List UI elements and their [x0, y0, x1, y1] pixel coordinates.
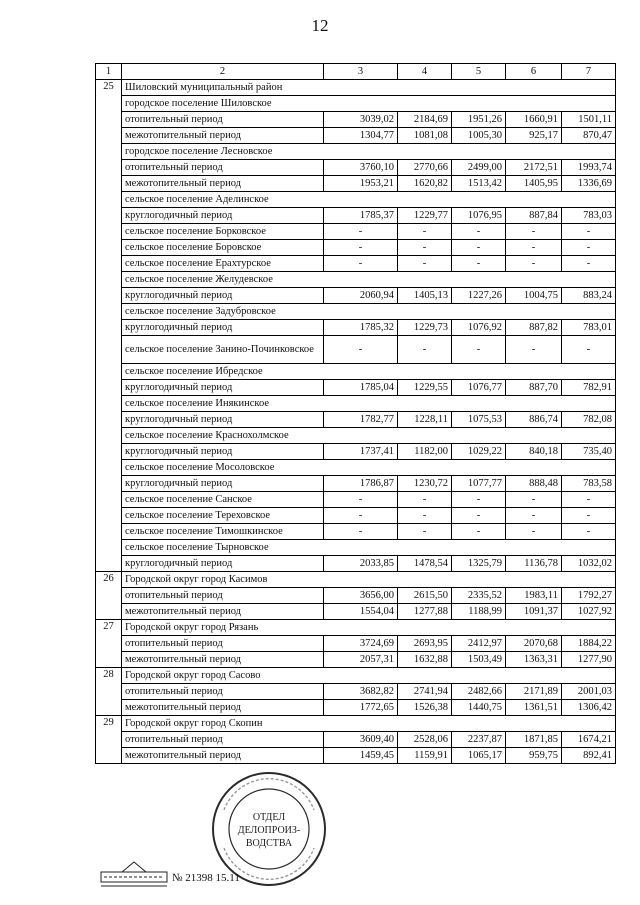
period-label-cell: сельское поселение Ерахтурское	[122, 256, 324, 272]
group-title-cell: Городской округ город Рязань	[122, 620, 616, 636]
value-cell: 2499,00	[452, 160, 506, 176]
value-cell: 887,84	[506, 208, 562, 224]
value-cell: 1782,77	[324, 412, 398, 428]
header-cell: 2	[122, 64, 324, 80]
value-cell: -	[324, 492, 398, 508]
value-cell: 3760,10	[324, 160, 398, 176]
stamp-line: ДЕЛОПРОИЗ-	[237, 825, 301, 836]
value-cell: 735,40	[562, 444, 616, 460]
settlement-row	[96, 96, 616, 112]
page-number: 12	[311, 16, 329, 35]
value-cell: -	[398, 508, 452, 524]
value-cell: 1188,99	[452, 604, 506, 620]
group-title-row	[96, 620, 616, 636]
value-cell: 2770,66	[398, 160, 452, 176]
settlement-name-cell: сельское поселение Желудевское	[122, 272, 616, 288]
value-cell: -	[398, 524, 452, 540]
value-cell: 1405,95	[506, 176, 562, 192]
value-cell: 1076,92	[452, 320, 506, 336]
value-cell: 1953,21	[324, 176, 398, 192]
period-label-cell: отопительный период	[122, 732, 324, 748]
settlement-name-cell: городское поселение Шиловское	[122, 96, 616, 112]
settlement-name-cell: сельское поселение Инякинское	[122, 396, 616, 412]
settlement-row	[96, 540, 616, 556]
value-cell: -	[506, 492, 562, 508]
value-cell: 1620,82	[398, 176, 452, 192]
value-cell: 2615,50	[398, 588, 452, 604]
value-cell: 886,74	[506, 412, 562, 428]
value-cell: 1029,22	[452, 444, 506, 460]
period-label-cell: круглогодичный период	[122, 208, 324, 224]
value-cell: 1277,90	[562, 652, 616, 668]
value-cell: 1361,51	[506, 700, 562, 716]
value-cell: 1229,77	[398, 208, 452, 224]
value-cell: 1785,32	[324, 320, 398, 336]
value-cell: 2237,87	[452, 732, 506, 748]
value-cell: 1772,65	[324, 700, 398, 716]
value-cell: 1786,87	[324, 476, 398, 492]
tariff-row	[96, 700, 616, 716]
value-cell: 1277,88	[398, 604, 452, 620]
value-cell: -	[452, 492, 506, 508]
row-number-cell: 27	[96, 620, 122, 668]
group-title-cell: Шиловский муниципальный район	[122, 80, 616, 96]
value-cell: 2001,03	[562, 684, 616, 700]
period-label-cell: отопительный период	[122, 588, 324, 604]
value-cell: -	[506, 336, 562, 364]
value-cell: 1229,73	[398, 320, 452, 336]
value-cell: 892,41	[562, 748, 616, 764]
period-label-cell: сельское поселение Тереховское	[122, 508, 324, 524]
value-cell: 1513,42	[452, 176, 506, 192]
stamp-line: ОТДЕЛ	[252, 812, 286, 823]
value-cell: 1077,77	[452, 476, 506, 492]
header-cell: 1	[96, 64, 122, 80]
value-cell: 1501,11	[562, 112, 616, 128]
value-cell: 3724,69	[324, 636, 398, 652]
value-cell: -	[452, 224, 506, 240]
tariff-row	[96, 508, 616, 524]
value-cell: -	[324, 508, 398, 524]
period-label-cell: отопительный период	[122, 112, 324, 128]
row-number-cell: 28	[96, 668, 122, 716]
settlement-row	[96, 304, 616, 320]
printer-logo	[100, 860, 168, 890]
period-label-cell: круглогодичный период	[122, 444, 324, 460]
settlement-name-cell: сельское поселение Задубровское	[122, 304, 616, 320]
value-cell: 2741,94	[398, 684, 452, 700]
value-cell: 1554,04	[324, 604, 398, 620]
tariff-row	[96, 492, 616, 508]
group-title-row	[96, 668, 616, 684]
period-label-cell: межотопительный период	[122, 176, 324, 192]
value-cell: 3609,40	[324, 732, 398, 748]
value-cell: 782,08	[562, 412, 616, 428]
value-cell: -	[398, 256, 452, 272]
value-cell: -	[506, 256, 562, 272]
value-cell: 1136,78	[506, 556, 562, 572]
stamp-line: ВОДСТВА	[245, 838, 293, 849]
value-cell: 2335,52	[452, 588, 506, 604]
value-cell: -	[452, 256, 506, 272]
period-label-cell: сельское поселение Боровское	[122, 240, 324, 256]
group-title-cell: Городской округ город Скопин	[122, 716, 616, 732]
value-cell: -	[562, 336, 616, 364]
value-cell: 1785,04	[324, 380, 398, 396]
value-cell: -	[324, 256, 398, 272]
tariff-row	[96, 224, 616, 240]
tariff-row	[96, 208, 616, 224]
tariff-row	[96, 556, 616, 572]
value-cell: 1336,69	[562, 176, 616, 192]
value-cell: 783,58	[562, 476, 616, 492]
value-cell: 1182,00	[398, 444, 452, 460]
value-cell: -	[506, 224, 562, 240]
tariff-row	[96, 684, 616, 700]
tariff-row	[96, 320, 616, 336]
tariff-row	[96, 476, 616, 492]
value-cell: 2693,95	[398, 636, 452, 652]
value-cell: 1785,37	[324, 208, 398, 224]
settlement-name-cell: городское поселение Лесновское	[122, 144, 616, 160]
settlement-name-cell: сельское поселение Тырновское	[122, 540, 616, 556]
value-cell: 1674,21	[562, 732, 616, 748]
value-cell: 1081,08	[398, 128, 452, 144]
value-cell: 1076,77	[452, 380, 506, 396]
value-cell: 3039,02	[324, 112, 398, 128]
tariff-row	[96, 160, 616, 176]
row-number-cell: 26	[96, 572, 122, 620]
tariff-row	[96, 412, 616, 428]
period-label-cell: межотопительный период	[122, 748, 324, 764]
header-cell: 5	[452, 64, 506, 80]
value-cell: -	[562, 240, 616, 256]
value-cell: -	[562, 492, 616, 508]
value-cell: -	[398, 240, 452, 256]
settlement-row	[96, 396, 616, 412]
value-cell: 783,03	[562, 208, 616, 224]
value-cell: -	[398, 336, 452, 364]
tariff-row	[96, 128, 616, 144]
value-cell: 2184,69	[398, 112, 452, 128]
value-cell: 887,82	[506, 320, 562, 336]
tariff-row	[96, 288, 616, 304]
value-cell: 783,01	[562, 320, 616, 336]
settlement-name-cell: сельское поселение Мосоловское	[122, 460, 616, 476]
settlement-row	[96, 460, 616, 476]
value-cell: 1526,38	[398, 700, 452, 716]
settlement-name-cell: сельское поселение Аделинское	[122, 192, 616, 208]
value-cell: -	[562, 256, 616, 272]
tariff-row	[96, 444, 616, 460]
tariff-row	[96, 256, 616, 272]
header-cell: 4	[398, 64, 452, 80]
settlement-row	[96, 272, 616, 288]
period-label-cell: круглогодичный период	[122, 320, 324, 336]
period-label-cell: межотопительный период	[122, 700, 324, 716]
value-cell: 2057,31	[324, 652, 398, 668]
value-cell: 1304,77	[324, 128, 398, 144]
period-label-cell: отопительный период	[122, 160, 324, 176]
period-label-cell: межотопительный период	[122, 652, 324, 668]
tariff-row	[96, 652, 616, 668]
period-label-cell: сельское поселение Санское	[122, 492, 324, 508]
value-cell: 1459,45	[324, 748, 398, 764]
value-cell: 1306,42	[562, 700, 616, 716]
value-cell: 1363,31	[506, 652, 562, 668]
value-cell: 1884,22	[562, 636, 616, 652]
value-cell: 1660,91	[506, 112, 562, 128]
group-title-cell: Городской округ город Сасово	[122, 668, 616, 684]
value-cell: 1325,79	[452, 556, 506, 572]
period-label-cell: круглогодичный период	[122, 380, 324, 396]
period-label-cell: отопительный период	[122, 636, 324, 652]
value-cell: 1405,13	[398, 288, 452, 304]
value-cell: 1075,53	[452, 412, 506, 428]
value-cell: 1065,17	[452, 748, 506, 764]
tariff-row	[96, 524, 616, 540]
value-cell: 2060,94	[324, 288, 398, 304]
value-cell: 1032,02	[562, 556, 616, 572]
value-cell: -	[506, 524, 562, 540]
tariff-row	[96, 112, 616, 128]
value-cell: -	[506, 508, 562, 524]
row-number-cell: 29	[96, 716, 122, 764]
header-row	[96, 64, 616, 80]
value-cell: 883,24	[562, 288, 616, 304]
tariff-row	[96, 636, 616, 652]
value-cell: 870,47	[562, 128, 616, 144]
value-cell: 1159,91	[398, 748, 452, 764]
period-label-cell: круглогодичный период	[122, 288, 324, 304]
document-number: № 21398 15.11	[172, 872, 240, 884]
value-cell: -	[562, 224, 616, 240]
value-cell: 888,48	[506, 476, 562, 492]
value-cell: 887,70	[506, 380, 562, 396]
value-cell: 1229,55	[398, 380, 452, 396]
value-cell: -	[452, 336, 506, 364]
value-cell: 2172,51	[506, 160, 562, 176]
settlement-name-cell: сельское поселение Ибредское	[122, 364, 616, 380]
row-number-cell: 25	[96, 80, 122, 572]
settlement-row	[96, 144, 616, 160]
period-label-cell: круглогодичный период	[122, 412, 324, 428]
value-cell: -	[324, 524, 398, 540]
value-cell: 1004,75	[506, 288, 562, 304]
value-cell: 1993,74	[562, 160, 616, 176]
value-cell: 1951,26	[452, 112, 506, 128]
header-cell: 7	[562, 64, 616, 80]
settlement-row	[96, 192, 616, 208]
value-cell: 959,75	[506, 748, 562, 764]
value-cell: 1871,85	[506, 732, 562, 748]
tariff-row	[96, 732, 616, 748]
value-cell: 2412,97	[452, 636, 506, 652]
value-cell: 2033,85	[324, 556, 398, 572]
value-cell: 3656,00	[324, 588, 398, 604]
group-title-row	[96, 80, 616, 96]
settlement-row	[96, 364, 616, 380]
value-cell: -	[324, 240, 398, 256]
table-body	[96, 80, 616, 764]
value-cell: 2171,89	[506, 684, 562, 700]
value-cell: -	[324, 224, 398, 240]
value-cell: 1792,27	[562, 588, 616, 604]
value-cell: -	[452, 508, 506, 524]
tariff-row	[96, 604, 616, 620]
tariff-row	[96, 748, 616, 764]
value-cell: 1983,11	[506, 588, 562, 604]
value-cell: 2070,68	[506, 636, 562, 652]
value-cell: 925,17	[506, 128, 562, 144]
value-cell: 1503,49	[452, 652, 506, 668]
period-label-cell: межотопительный период	[122, 128, 324, 144]
tariff-row	[96, 176, 616, 192]
group-title-cell: Городской округ город Касимов	[122, 572, 616, 588]
header-cell: 3	[324, 64, 398, 80]
group-title-row	[96, 716, 616, 732]
value-cell: 1005,30	[452, 128, 506, 144]
value-cell: 2482,66	[452, 684, 506, 700]
tariff-row	[96, 380, 616, 396]
period-label-cell: сельское поселение Борковское	[122, 224, 324, 240]
value-cell: 1230,72	[398, 476, 452, 492]
value-cell: 1737,41	[324, 444, 398, 460]
period-label-cell: сельское поселение Тимошкинское	[122, 524, 324, 540]
office-seal-stamp	[210, 770, 328, 888]
group-title-row	[96, 572, 616, 588]
value-cell: 3682,82	[324, 684, 398, 700]
period-label-cell: сельское поселение Занино-Починковское	[122, 336, 324, 364]
value-cell: -	[562, 508, 616, 524]
period-label-cell: круглогодичный период	[122, 556, 324, 572]
value-cell: 1632,88	[398, 652, 452, 668]
tariff-row	[96, 336, 616, 364]
value-cell: -	[324, 336, 398, 364]
settlement-name-cell: сельское поселение Краснохолмское	[122, 428, 616, 444]
value-cell: 840,18	[506, 444, 562, 460]
value-cell: 1228,11	[398, 412, 452, 428]
tariff-row	[96, 588, 616, 604]
value-cell: 1091,37	[506, 604, 562, 620]
tariff-row	[96, 240, 616, 256]
value-cell: -	[398, 492, 452, 508]
value-cell: -	[452, 524, 506, 540]
value-cell: -	[398, 224, 452, 240]
settlement-row	[96, 428, 616, 444]
period-label-cell: межотопительный период	[122, 604, 324, 620]
value-cell: 1440,75	[452, 700, 506, 716]
value-cell: 1076,95	[452, 208, 506, 224]
tariff-table	[95, 63, 616, 764]
value-cell: 1027,92	[562, 604, 616, 620]
period-label-cell: круглогодичный период	[122, 476, 324, 492]
value-cell: 2528,06	[398, 732, 452, 748]
header-cell: 6	[506, 64, 562, 80]
value-cell: 1227,26	[452, 288, 506, 304]
value-cell: 1478,54	[398, 556, 452, 572]
value-cell: -	[562, 524, 616, 540]
value-cell: -	[506, 240, 562, 256]
period-label-cell: отопительный период	[122, 684, 324, 700]
value-cell: -	[452, 240, 506, 256]
value-cell: 782,91	[562, 380, 616, 396]
